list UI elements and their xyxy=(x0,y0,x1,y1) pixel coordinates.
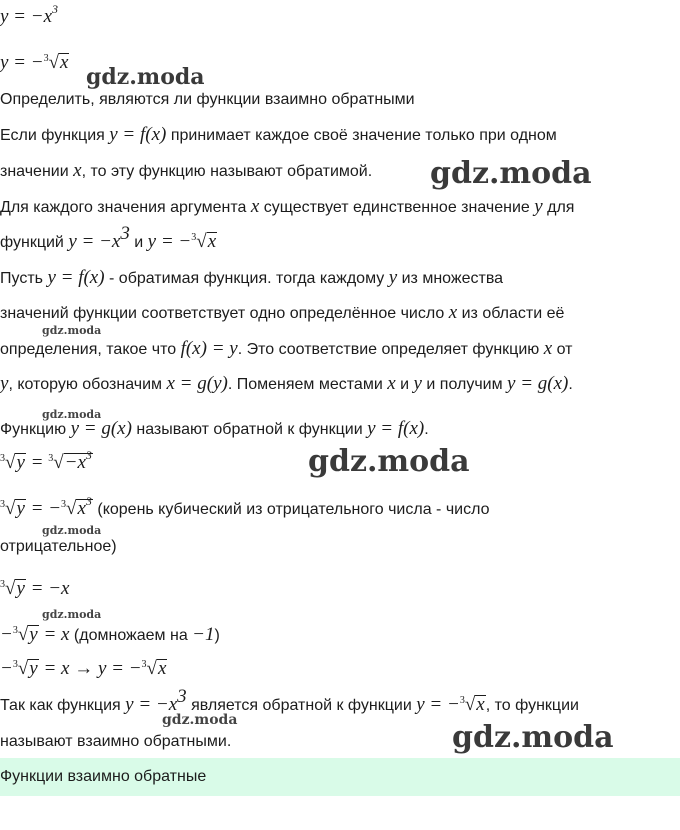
text-line: Если функция y = f(x) принимает каждое своё значение только при одном xyxy=(0,124,557,145)
text-line: отрицательное) xyxy=(0,538,117,555)
answer-box xyxy=(0,758,680,796)
watermark: gdz.moda xyxy=(42,608,102,621)
watermark: gdz.moda xyxy=(162,712,238,728)
watermark: gdz.moda xyxy=(86,64,205,90)
text-line: значений функции соответствует одно определённое число x из области её xyxy=(0,302,565,323)
text-line: Так как функция $y = -x^3$ является обратной к функции y = −$^3$√ x, то функции xyxy=(0,694,579,719)
watermark: gdz.moda xyxy=(42,524,102,537)
task-statement: Определить, являются ли функции взаимно обратными xyxy=(0,91,415,108)
text-line: значении x, то эту функцию называют обратимой. xyxy=(0,160,373,181)
watermark: gdz.moda xyxy=(42,408,102,421)
equation-cbrt-step2: $^3$√ y = −$^3$√ $x^3$ (корень кубический из отрицательного числа - число xyxy=(0,498,490,523)
equation-cbrt-step5: −$^3$√ y = x → y = −$^3$√ x xyxy=(0,658,167,683)
text-line: Для каждого значения аргумента x существует единственное значение y для xyxy=(0,196,575,217)
equation-cbrt-step1: $^3$√ $y = ^3√ -x^3$ xyxy=(0,452,93,477)
watermark: gdz.moda xyxy=(430,156,592,191)
equation-y-neg-x-cubed: $y = -x^3$ xyxy=(0,1,59,27)
answer-text: Функции взаимно обратные xyxy=(0,768,207,785)
equation-cbrt-step3: $^3$√ y = −x xyxy=(0,578,69,603)
text-line: функций $y = -x^3$ и y = −$^3$√ x xyxy=(0,231,217,256)
watermark: gdz.moda xyxy=(42,324,102,337)
watermark: gdz.moda xyxy=(308,444,470,479)
equation-y-neg-cbrt-x: y = −$^3$√ x xyxy=(0,52,69,77)
text-line: Функцию y = g(x) называют обратной к функции y = f(x). xyxy=(0,418,429,439)
text-line: Пусть y = f(x) - обратимая функция. тогда каждому y из множества xyxy=(0,267,504,288)
text-line: y, которую обозначим x = g(y). Поменяем местами x и y и получим y = g(x). xyxy=(0,373,573,394)
text-line: определения, такое что f(x) = y. Это соответствие определяет функцию x от xyxy=(0,338,573,359)
equation-cbrt-step4: −$^3$√ y = x (домножаем на −1) xyxy=(0,624,220,649)
watermark: gdz.moda xyxy=(452,720,614,755)
text-line: называют взаимно обратными. xyxy=(0,733,232,750)
